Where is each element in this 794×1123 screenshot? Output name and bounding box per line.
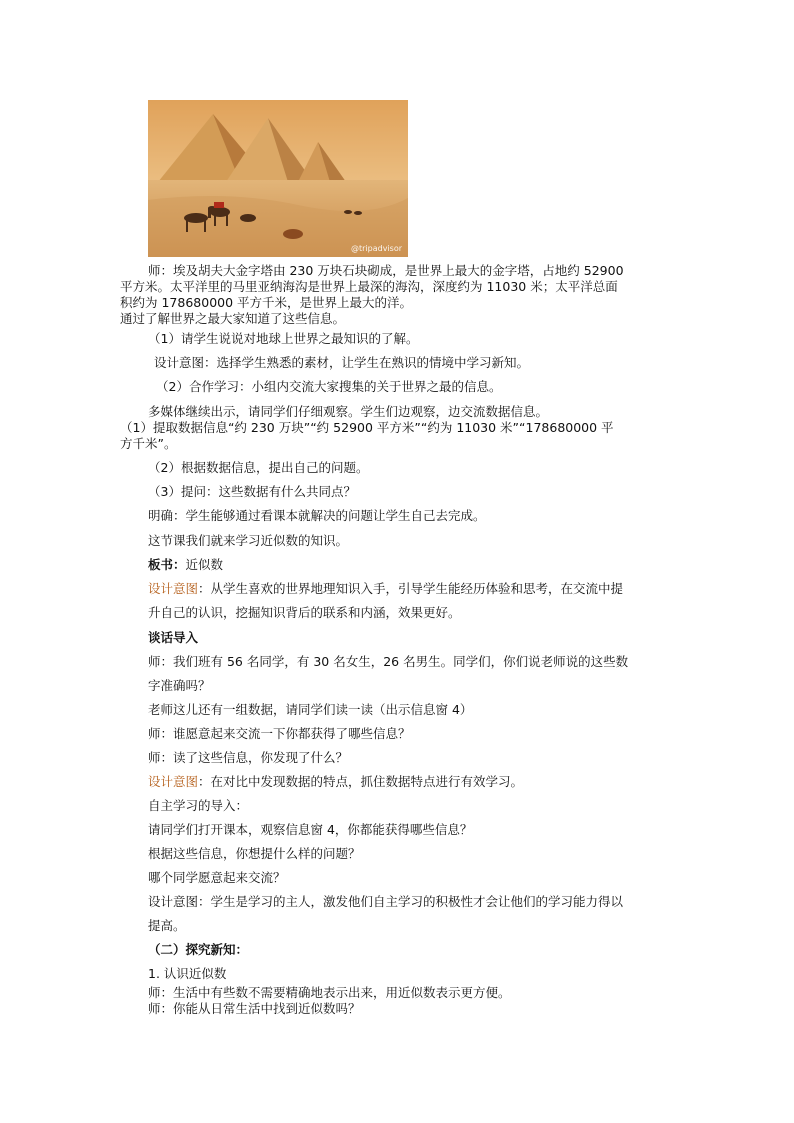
paragraph-line: 升自己的认识，挖掘知识背后的联系和内涵，效果更好。 <box>148 605 461 620</box>
design-intent-label: 设计意图 <box>148 774 199 789</box>
paragraph-line: 哪个同学愿意起来交流？ <box>148 870 286 885</box>
board-label: 板书： <box>148 557 186 572</box>
paragraph-line: （2）合作学习：小组内交流大家搜集的关于世界之最的信息。 <box>156 379 502 394</box>
paragraph-line: 多媒体继续出示，请同学们仔细观察。学生们边观察，边交流数据信息。 <box>148 404 549 419</box>
design-intent-text: ：从学生喜欢的世界地理知识入手，引导学生能经历体验和思考，在交流中提 <box>198 581 624 596</box>
paragraph-line: 请同学们打开课本，观察信息窗 4，你都能获得哪些信息？ <box>148 822 473 837</box>
paragraph-line: 根据这些信息，你想提什么样的问题？ <box>148 846 361 861</box>
paragraph-line: 通过了解世界之最大家知道了这些信息。 <box>120 311 346 326</box>
paragraph-line: 自主学习的导入： <box>148 798 249 813</box>
paragraph-line: 设计意图：选择学生熟悉的素材，让学生在熟识的情境中学习新知。 <box>154 355 530 370</box>
paragraph-line: 师：谁愿意起来交流一下你都获得了哪些信息？ <box>148 726 411 741</box>
watermark: @tripadvisor <box>350 244 402 253</box>
paragraph-line: （3）提问：这些数据有什么共同点？ <box>148 484 356 499</box>
paragraph-line: 师：你能从日常生活中找到近似数吗？ <box>148 1001 361 1016</box>
paragraph-line: 1. 认识近似数 <box>148 966 227 981</box>
paragraph-line: （1）提取数据信息“约 230 万块”“约 52900 平方米”“约为 11030 米”“178680000 平 <box>120 420 614 435</box>
paragraph-line: 老师这儿还有一组数据，请同学们读一读（出示信息窗 4） <box>148 702 473 717</box>
paragraph-line: （1）请学生说说对地球上世界之最知识的了解。 <box>148 331 419 346</box>
paragraph-line: （2）根据数据信息，提出自己的问题。 <box>148 460 369 475</box>
board-text: 近似数 <box>185 557 224 572</box>
design-intent-label: 设计意图 <box>148 581 199 596</box>
paragraph-line: 积约为 178680000 平方千米，是世界上最大的洋。 <box>120 295 413 310</box>
paragraph-line: 平方米。太平洋里的马里亚纳海沟是世界上最深的海沟，深度约为 11030 米；太平洋总面 <box>120 279 618 294</box>
paragraph-line <box>148 774 682 789</box>
paragraph-line: 师：我们班有 56 名同学，有 30 名女生，26 名男生。同学们，你们说老师说的这些数 <box>148 654 629 669</box>
paragraph-line: 设计意图：学生是学习的主人，激发他们自主学习的积极性才会让他们的学习能力得以 <box>148 894 624 909</box>
paragraph-line <box>148 557 682 572</box>
pyramids-photo <box>148 100 408 257</box>
paragraph-line: 提高。 <box>148 918 186 933</box>
paragraph-line: 方千米”。 <box>120 436 177 451</box>
paragraph-line: 明确：学生能够通过看课本就解决的问题让学生自己去完成。 <box>148 508 486 523</box>
paragraph-line: 这节课我们就来学习近似数的知识。 <box>148 533 349 548</box>
section-heading: 谈话导入 <box>148 630 199 645</box>
paragraph-line <box>148 581 682 596</box>
paragraph-line: 师：生活中有些数不需要精确地表示出来，用近似数表示更方便。 <box>148 985 511 1000</box>
paragraph-line: 师：埃及胡夫大金字塔由 230 万块石块砌成，是世界上最大的金字塔，占地约 52900 <box>148 263 624 278</box>
paragraph-line: 字准确吗？ <box>148 678 211 693</box>
design-intent-text: ：在对比中发现数据的特点，抓住数据特点进行有效学习。 <box>198 774 524 789</box>
section-heading: （二）探究新知： <box>148 942 249 957</box>
paragraph-line: 师：读了这些信息，你发现了什么？ <box>148 750 349 765</box>
